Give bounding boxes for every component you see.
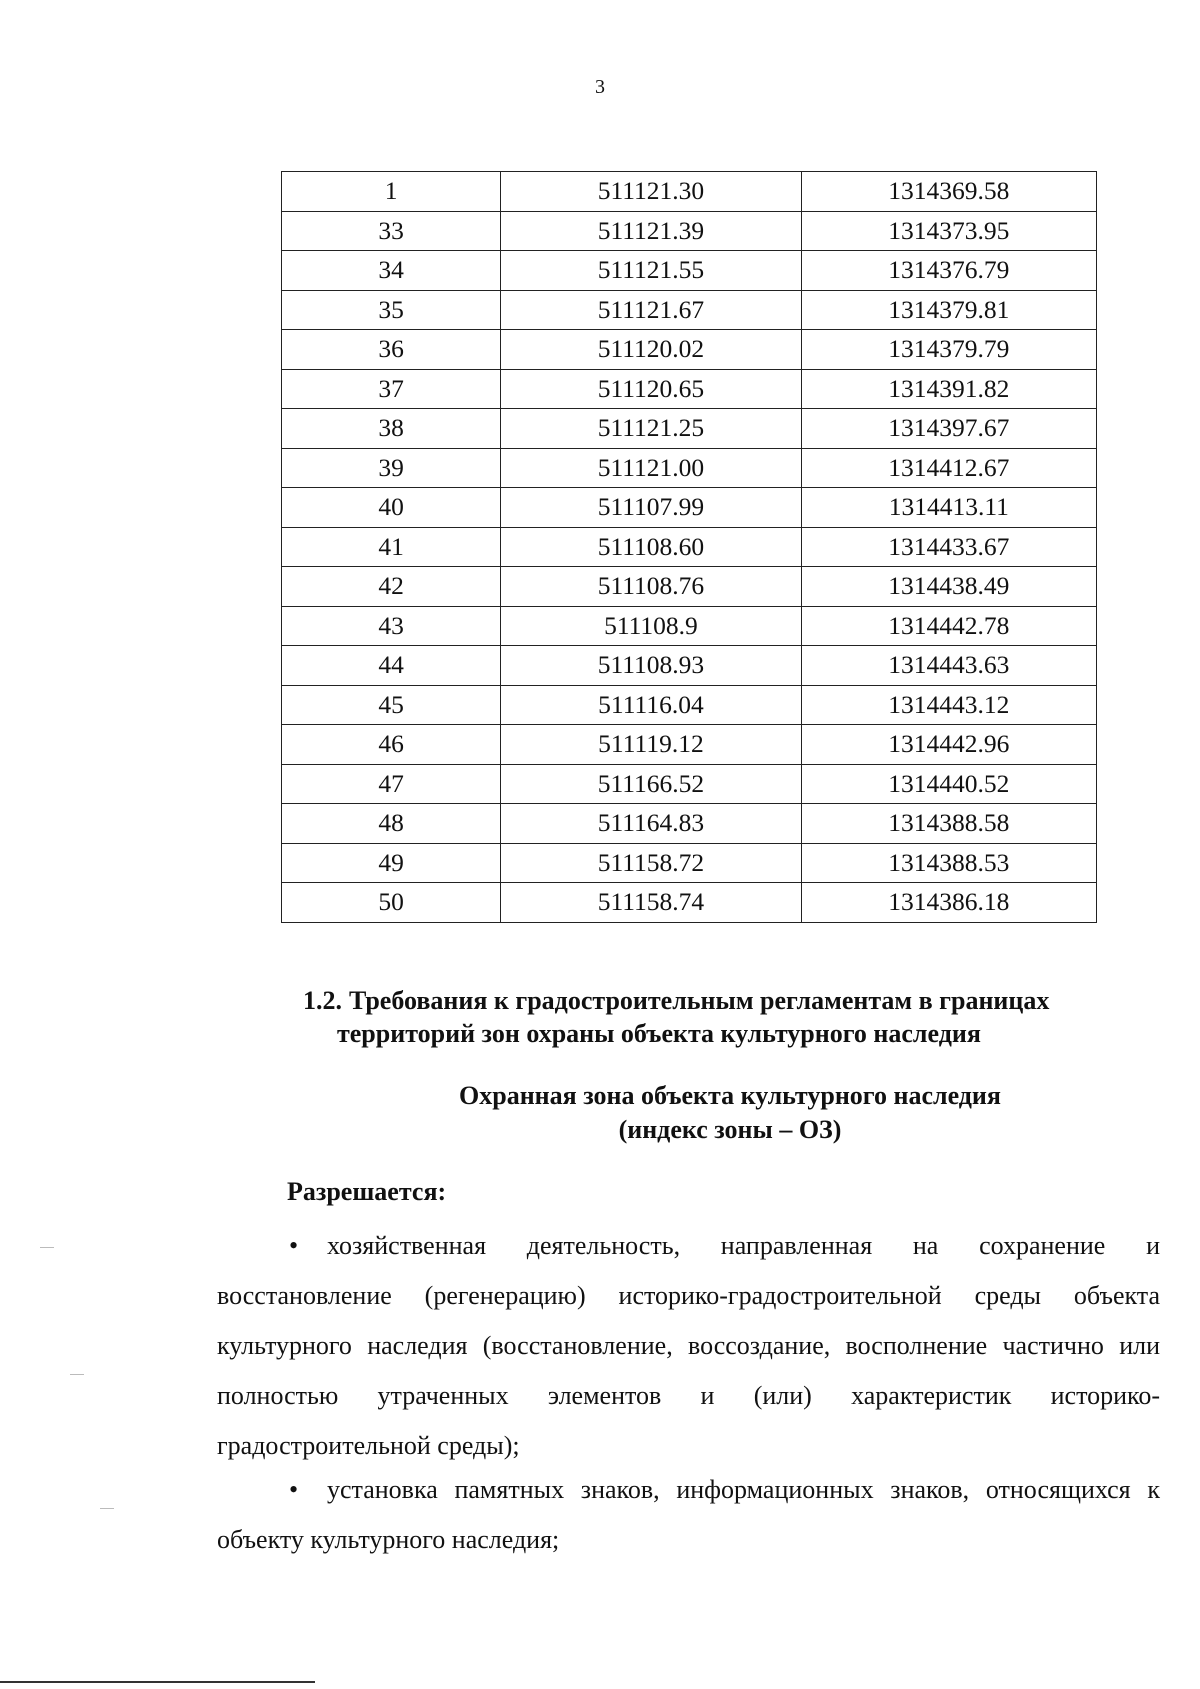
table-row xyxy=(282,725,1097,765)
x-coordinate-cell: 511107.99 xyxy=(501,488,801,528)
y-coordinate-cell: 1314413.11 xyxy=(801,488,1096,528)
x-coordinate-cell: 511164.83 xyxy=(501,804,801,844)
x-coordinate-cell: 511120.65 xyxy=(501,369,801,409)
table-row xyxy=(282,251,1097,291)
table-row xyxy=(282,330,1097,370)
table-row xyxy=(282,527,1097,567)
table-row xyxy=(282,567,1097,607)
bullet-icon: • xyxy=(289,1231,299,1260)
point-number-cell: 37 xyxy=(282,369,501,409)
y-coordinate-cell: 1314373.95 xyxy=(801,211,1096,251)
table-row xyxy=(282,843,1097,883)
margin-mark xyxy=(100,1508,114,1509)
x-coordinate-cell: 511121.30 xyxy=(501,172,801,212)
y-coordinate-cell: 1314438.49 xyxy=(801,567,1096,607)
bullet-icon: • xyxy=(289,1475,299,1504)
list-item xyxy=(217,1465,1160,1565)
footnote-divider xyxy=(0,1681,315,1683)
page-number: 3 xyxy=(595,76,605,98)
list-item-text: хозяйственная деятельность, направленная на сохранение и восстановление (регенерацию) историко-градостроительной среды объекта культурного наследия (восстановление, воссоздание, восполнение частично или полностью утраченных элементов и (или) характеристик историко-градостроительной среды); xyxy=(217,1231,1160,1460)
table-row xyxy=(282,448,1097,488)
point-number-cell: 45 xyxy=(282,685,501,725)
point-number-cell: 36 xyxy=(282,330,501,370)
y-coordinate-cell: 1314386.18 xyxy=(801,883,1096,923)
x-coordinate-cell: 511121.39 xyxy=(501,211,801,251)
point-number-cell: 43 xyxy=(282,606,501,646)
table-row xyxy=(282,409,1097,449)
point-number-cell: 48 xyxy=(282,804,501,844)
table-row xyxy=(282,172,1097,212)
table-row xyxy=(282,211,1097,251)
y-coordinate-cell: 1314388.58 xyxy=(801,804,1096,844)
section-title-line1: Требования к градостроительным регламентам в границах xyxy=(349,986,1050,1015)
table-row xyxy=(282,764,1097,804)
table-row xyxy=(282,883,1097,923)
zone-title-line2: (индекс зоны – ОЗ) xyxy=(618,1115,842,1144)
point-number-cell: 38 xyxy=(282,409,501,449)
section-title-line2: территорий зон охраны объекта культурного наследия xyxy=(337,1019,981,1048)
x-coordinate-cell: 511121.67 xyxy=(501,290,801,330)
zone-title xyxy=(0,1079,1200,1147)
zone-title-line1: Охранная зона объекта культурного наследия xyxy=(459,1081,1001,1110)
point-number-cell: 46 xyxy=(282,725,501,765)
point-number-cell: 35 xyxy=(282,290,501,330)
x-coordinate-cell: 511108.60 xyxy=(501,527,801,567)
x-coordinate-cell: 511158.72 xyxy=(501,843,801,883)
x-coordinate-cell: 511166.52 xyxy=(501,764,801,804)
table-row xyxy=(282,804,1097,844)
y-coordinate-cell: 1314442.96 xyxy=(801,725,1096,765)
point-number-cell: 41 xyxy=(282,527,501,567)
x-coordinate-cell: 511108.9 xyxy=(501,606,801,646)
point-number-cell: 49 xyxy=(282,843,501,883)
table-row xyxy=(282,685,1097,725)
y-coordinate-cell: 1314388.53 xyxy=(801,843,1096,883)
x-coordinate-cell: 511121.55 xyxy=(501,251,801,291)
margin-mark xyxy=(70,1374,84,1375)
point-number-cell: 34 xyxy=(282,251,501,291)
table-row xyxy=(282,488,1097,528)
point-number-cell: 50 xyxy=(282,883,501,923)
y-coordinate-cell: 1314379.81 xyxy=(801,290,1096,330)
y-coordinate-cell: 1314443.12 xyxy=(801,685,1096,725)
point-number-cell: 1 xyxy=(282,172,501,212)
list-item-text: установка памятных знаков, информационных знаков, относящихся к объекту культурного наследия; xyxy=(217,1475,1160,1554)
y-coordinate-cell: 1314442.78 xyxy=(801,606,1096,646)
y-coordinate-cell: 1314397.67 xyxy=(801,409,1096,449)
x-coordinate-cell: 511119.12 xyxy=(501,725,801,765)
table-row xyxy=(282,369,1097,409)
point-number-cell: 47 xyxy=(282,764,501,804)
coordinates-table xyxy=(281,171,1097,923)
point-number-cell: 39 xyxy=(282,448,501,488)
allowed-label: Разрешается: xyxy=(287,1177,447,1206)
y-coordinate-cell: 1314379.79 xyxy=(801,330,1096,370)
y-coordinate-cell: 1314443.63 xyxy=(801,646,1096,686)
table-row xyxy=(282,606,1097,646)
x-coordinate-cell: 511120.02 xyxy=(501,330,801,370)
table-row xyxy=(282,290,1097,330)
margin-mark xyxy=(40,1247,54,1248)
y-coordinate-cell: 1314433.67 xyxy=(801,527,1096,567)
x-coordinate-cell: 511121.00 xyxy=(501,448,801,488)
point-number-cell: 44 xyxy=(282,646,501,686)
y-coordinate-cell: 1314412.67 xyxy=(801,448,1096,488)
point-number-cell: 40 xyxy=(282,488,501,528)
x-coordinate-cell: 511108.76 xyxy=(501,567,801,607)
y-coordinate-cell: 1314369.58 xyxy=(801,172,1096,212)
point-number-cell: 33 xyxy=(282,211,501,251)
x-coordinate-cell: 511116.04 xyxy=(501,685,801,725)
y-coordinate-cell: 1314376.79 xyxy=(801,251,1096,291)
x-coordinate-cell: 511158.74 xyxy=(501,883,801,923)
point-number-cell: 42 xyxy=(282,567,501,607)
table-row xyxy=(282,646,1097,686)
y-coordinate-cell: 1314391.82 xyxy=(801,369,1096,409)
x-coordinate-cell: 511121.25 xyxy=(501,409,801,449)
section-heading xyxy=(303,984,1143,1050)
list-item xyxy=(217,1221,1160,1471)
y-coordinate-cell: 1314440.52 xyxy=(801,764,1096,804)
section-number: 1.2. xyxy=(303,986,342,1015)
x-coordinate-cell: 511108.93 xyxy=(501,646,801,686)
